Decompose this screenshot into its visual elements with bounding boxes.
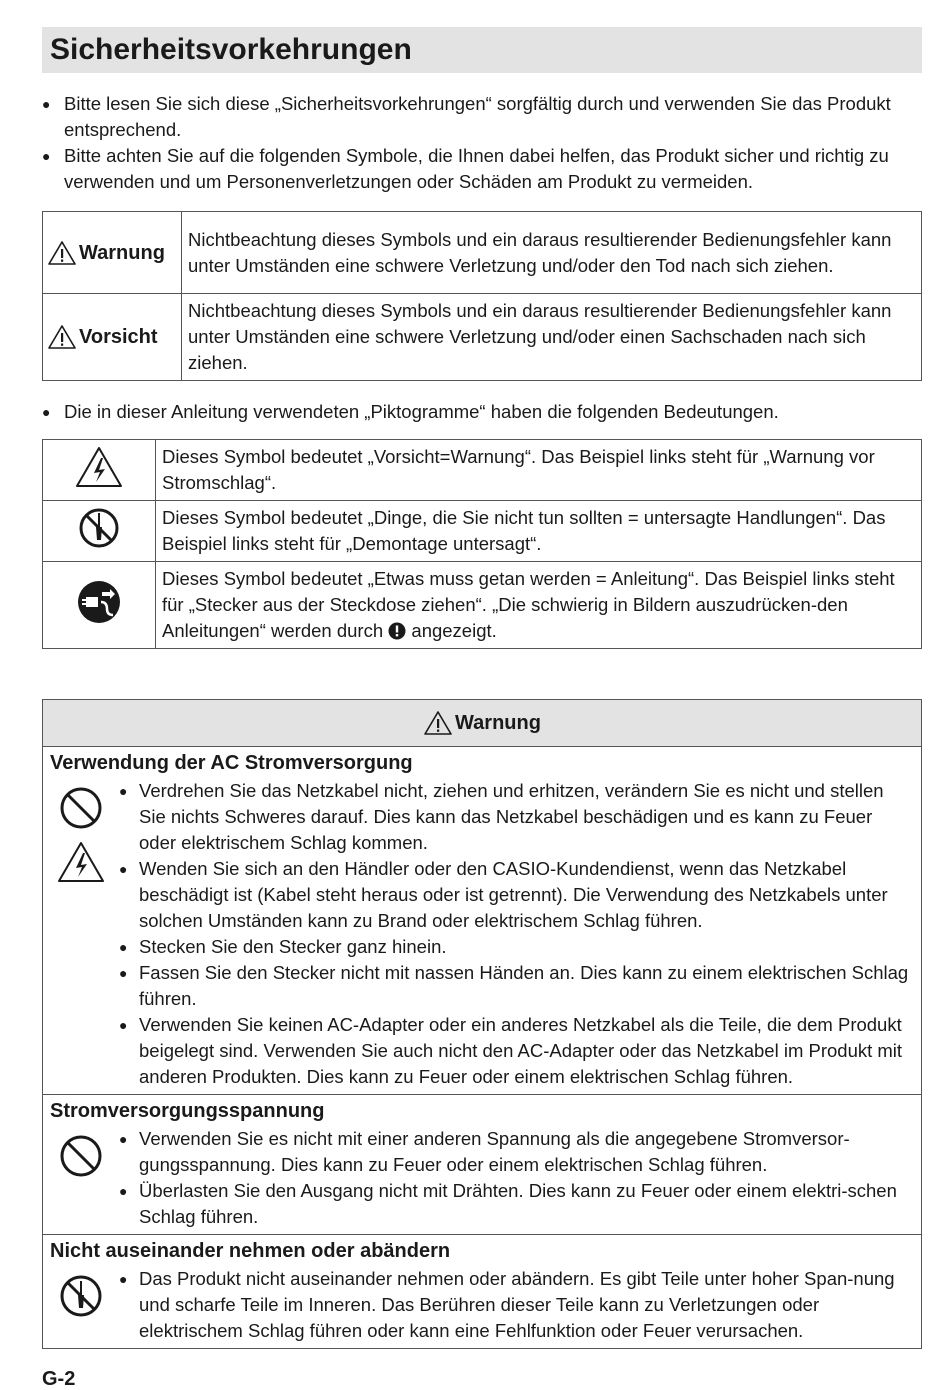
pictogram-intro (42, 399, 922, 425)
pictogram-description: Dieses Symbol bedeutet „Vorsicht=Warnung“. Das Beispiel links steht für „Warnung vor Stromschlag“. (156, 440, 922, 501)
no-disassembly-icon (77, 506, 121, 550)
page-number: G-2 (42, 1368, 76, 1390)
electric-shock-warning-icon (56, 840, 106, 884)
section-title: Nicht auseinander nehmen oder abändern (50, 1240, 451, 1262)
list-item: ● Bitte lesen Sie sich diese „Sicherheitsvorkehrungen“ sorgfältig durch und verwenden Sie das Produkt entsprechend. (42, 93, 891, 140)
pictogram-table (42, 439, 922, 649)
list-item: ● Das Produkt nicht auseinander nehmen oder abändern. Es gibt Teile unter hoher Span-nung und scharfe Teile im Inneren. Das Berühren dieser Teile kann zu Verletzungen oder elektrischem Schlag führen oder kann eine Fehlfunktion oder Feuer verursachen. (119, 1268, 895, 1341)
caution-label: Vorsicht (79, 326, 158, 348)
table-row (43, 212, 922, 294)
intro-bullets (42, 91, 922, 195)
list-item: ● Verdrehen Sie das Netzkabel nicht, ziehen und erhitzen, verändern Sie es nicht und stellen Sie nichts Schweres darauf. Dies kann das Netzkabel beschädigen und es kann zu Feuer oder elektrischem Schlag kommen. (119, 780, 884, 853)
section-disassembly (43, 1235, 921, 1348)
electric-shock-warning-icon (74, 445, 124, 489)
list-item: ● Stecken Sie den Stecker ganz hinein. (119, 936, 447, 957)
warning-description: Nichtbeachtung dieses Symbols und ein daraus resultierender Bedienungsfehler kann unter Umständen eine schwere Verletzung und/oder den Tod nach sich ziehen. (182, 212, 922, 294)
section-title: Stromversorgungsspannung (50, 1100, 325, 1122)
warning-label: Warnung (79, 241, 165, 264)
document-page (42, 27, 922, 1349)
warning-triangle-icon (47, 240, 77, 266)
table-row (43, 294, 922, 381)
list-item: ● Wenden Sie sich an den Händler oder den CASIO-Kundendienst, wenn das Netzkabel beschädigt ist (Kabel steht heraus oder ist getrennt). Die Verwendung des Netzkabels unter solchen Umständen kann zu Brand oder elektrischem Schlag führen. (119, 858, 888, 931)
prohibition-icon (59, 786, 103, 830)
table-row (43, 440, 922, 501)
warning-box-heading: Warnung (43, 700, 921, 747)
unplug-icon (76, 579, 122, 625)
warning-box (42, 699, 922, 1349)
page-title: Sicherheitsvorkehrungen (42, 27, 922, 73)
pictogram-description: Dieses Symbol bedeutet „Dinge, die Sie nicht tun sollten = untersagte Handlungen“. Das Beispiel links steht für „Demontage untersagt“. (156, 501, 922, 562)
table-row (43, 562, 922, 649)
pictogram-description: Dieses Symbol bedeutet „Etwas muss getan werden = Anleitung“. Das Beispiel links steht für „Stecker aus der Steckdose ziehen“. „Die schwierig in Bildern auszudrücken-den Anleitungen“ werden durch angezeigt. (156, 562, 922, 649)
table-row (43, 501, 922, 562)
section-title: Verwendung der AC Stromversorgung (50, 752, 413, 774)
warning-triangle-icon (423, 710, 453, 736)
list-item: ● Überlasten Sie den Ausgang nicht mit Drähten. Dies kann zu Feuer oder einem elektri-schen Schlag führen. (119, 1180, 897, 1227)
list-item: ● Bitte achten Sie auf die folgenden Symbole, die Ihnen dabei helfen, das Produkt sicher und richtig zu verwenden und um Personenverletzungen oder Schäden am Produkt zu vermeiden. (42, 145, 889, 192)
caution-description: Nichtbeachtung dieses Symbols und ein daraus resultierender Bedienungsfehler kann unter Umständen eine schwere Verletzung und/oder einen Sachschaden nach sich ziehen. (182, 294, 922, 381)
symbol-table (42, 211, 922, 381)
prohibition-icon (59, 1134, 103, 1178)
no-disassembly-icon (59, 1274, 103, 1318)
exclamation-icon (388, 622, 406, 640)
list-item: ● Verwenden Sie es nicht mit einer anderen Spannung als die angegebene Stromversor-gungsspannung. Dies kann zu Feuer oder einem elektrischen Schlag führen. (119, 1128, 850, 1175)
section-voltage (43, 1095, 921, 1235)
list-item: ● Die in dieser Anleitung verwendeten „Piktogramme“ haben die folgenden Bedeutungen. (42, 401, 779, 422)
list-item: ● Fassen Sie den Stecker nicht mit nassen Händen an. Dies kann zu einem elektrischen Schlag führen. (119, 962, 909, 1009)
list-item: ● Verwenden Sie keinen AC-Adapter oder ein anderes Netzkabel als die Teile, die dem Produkt beigelegt sind. Verwenden Sie auch nicht den AC-Adapter oder das Netzkabel im Produkt mit anderen Produkten. Dies kann zu Feuer oder einem elektrischen Schlag führen. (119, 1014, 903, 1087)
section-ac-power (43, 747, 921, 1095)
caution-triangle-icon (47, 324, 77, 350)
